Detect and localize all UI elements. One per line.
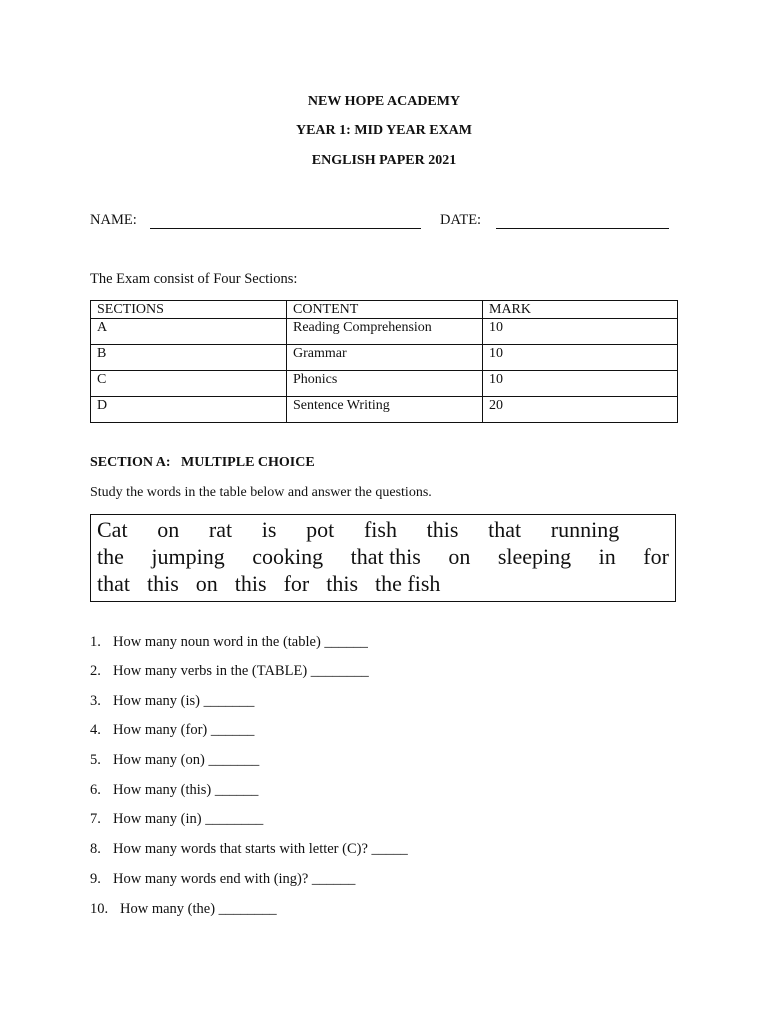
word: that this [350,544,421,569]
date-label: DATE: [440,212,482,228]
table-cell: Phonics [287,371,483,397]
question-text: How many (for) ______ [113,722,255,738]
word: this [147,571,179,596]
word: jumping [151,544,225,569]
table-row [91,397,678,423]
table-cell: 10 [483,345,678,371]
word: running [550,517,620,542]
name-label: NAME: [90,212,137,228]
question-text: How many (the) ________ [120,901,277,917]
word: in [598,544,616,569]
question-number: 3. [90,693,101,709]
word: on [157,517,180,542]
question-8 [90,841,408,858]
table-cell: Reading Comprehension [287,319,483,345]
name-blank[interactable] [150,228,421,229]
word: the [97,544,124,569]
question-text: How many (this) ______ [113,782,259,798]
question-4 [90,722,254,739]
table-cell: C [91,371,287,397]
word-line [97,516,669,543]
table-cell: 10 [483,319,678,345]
question-text: How many (on) _______ [113,752,260,768]
table-cell: B [91,345,287,371]
word: that [97,571,130,596]
word-line [97,570,669,597]
question-number: 10. [90,901,109,917]
table-cell: Grammar [287,345,483,371]
word: Cat [97,517,128,542]
table-cell: 10 [483,371,678,397]
word: this [426,517,459,542]
word: for [283,571,310,596]
word: for [643,544,669,569]
word: this [326,571,359,596]
table-header-cell: SECTIONS [91,301,287,319]
question-text: How many words end with (ing)? ______ [113,871,356,887]
question-number: 9. [90,871,101,887]
question-number: 4. [90,722,101,738]
question-number: 6. [90,782,101,798]
word: that [488,517,522,542]
sections-table [90,300,678,423]
school-title: NEW HOPE ACADEMY [307,94,461,109]
question-3 [90,693,254,710]
question-text: How many verbs in the (TABLE) ________ [113,663,369,679]
question-number: 7. [90,811,101,827]
table-header-cell: MARK [483,301,678,319]
word: is [261,517,277,542]
paper-title: ENGLISH PAPER 2021 [311,153,457,168]
word: cooking [252,544,324,569]
table-cell: Sentence Writing [287,397,483,423]
section-a-title: SECTION A: MULTIPLE CHOICE [90,455,315,470]
table-row [91,319,678,345]
table-cell: A [91,319,287,345]
table-cell: D [91,397,287,423]
word: pot [306,517,335,542]
question-text: How many (in) ________ [113,811,264,827]
word: rat [208,517,233,542]
word: sleeping [497,544,572,569]
word-spacer [649,516,669,543]
table-header-row [91,301,678,319]
exam-title: YEAR 1: MID YEAR EXAM [295,123,473,138]
word: on [195,571,218,596]
table-row [91,371,678,397]
word-line [97,543,669,570]
question-text: How many words that starts with letter (C)? _____ [113,841,408,857]
table-row [91,345,678,371]
question-6 [90,782,258,799]
question-number: 8. [90,841,101,857]
question-5 [90,752,259,769]
question-number: 1. [90,634,101,650]
word: this [234,571,267,596]
date-blank[interactable] [496,228,669,229]
section-a-instruction: Study the words in the table below and answer the questions. [90,485,432,500]
question-number: 2. [90,663,101,679]
question-7 [90,811,263,828]
intro-text: The Exam consist of Four Sections: [90,271,298,287]
question-number: 5. [90,752,101,768]
word: fish [363,517,397,542]
word-box [90,514,676,602]
question-2 [90,663,369,680]
question-9 [90,871,355,888]
table-header-cell: CONTENT [287,301,483,319]
question-10 [90,901,277,918]
question-1 [90,634,368,651]
question-text: How many noun word in the (table) ______ [113,634,368,650]
word: on [448,544,471,569]
question-text: How many (is) _______ [113,693,255,709]
word: the fish [375,571,441,596]
table-cell: 20 [483,397,678,423]
